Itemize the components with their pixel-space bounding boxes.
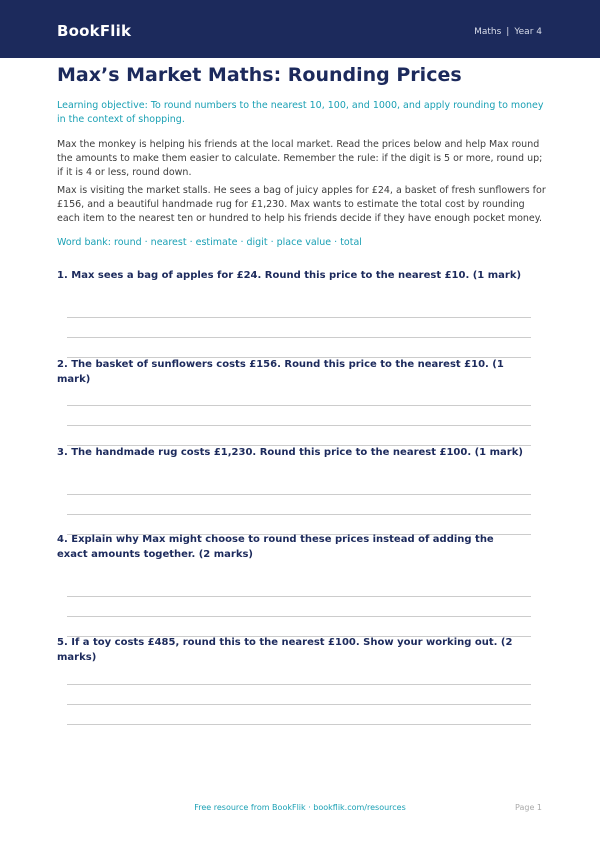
answer-line[interactable] — [67, 684, 531, 685]
subject-label: Maths — [474, 27, 502, 37]
page-title: Max’s Market Maths: Rounding Prices — [57, 64, 462, 86]
scenario-paragraph: Max is visiting the market stalls. He sees a bag of juicy apples for £24, a basket of fresh sunflowers for £156, and a beautiful handmade rug for £1,230. Max wants to estimate the total cost by rounding each item to the nearest ten or hundred to help his friends decide if they have enough pocket money. — [57, 185, 546, 224]
answer-line[interactable] — [67, 724, 531, 725]
answer-line[interactable] — [67, 704, 531, 705]
brand-logo[interactable]: BookFlik — [57, 22, 132, 40]
answer-line[interactable] — [67, 596, 531, 597]
answer-line[interactable] — [67, 317, 531, 318]
answer-line[interactable] — [67, 514, 531, 515]
answer-line[interactable] — [67, 405, 531, 406]
breadcrumb-separator: | — [506, 27, 510, 37]
question-3: 3. The handmade rug costs £1,230. Round this price to the nearest £100. (1 mark) — [57, 447, 523, 458]
word-bank: Word bank: round · nearest · estimate · digit · place value · total — [57, 237, 362, 248]
answer-line[interactable] — [67, 494, 531, 495]
question-2: 2. The basket of sunflowers costs £156. Round this price to the nearest £10. (1 mark) — [57, 359, 504, 385]
footer-link[interactable]: Free resource from BookFlik · bookflik.com/resources — [194, 803, 406, 812]
year-label: Year 4 — [514, 27, 542, 37]
learning-objective: Learning objective: To round numbers to the nearest 10, 100, and 1000, and apply rounding to money in the context of shopping. — [57, 100, 544, 125]
breadcrumb — [474, 27, 542, 37]
page-number: Page 1 — [515, 803, 542, 812]
question-5: 5. If a toy costs £485, round this to the nearest £100. Show your working out. (2 marks) — [57, 637, 513, 663]
answer-line[interactable] — [67, 425, 531, 426]
intro-paragraph: Max the monkey is helping his friends at the local market. Read the prices below and help Max round the amounts to make them easier to calculate. Remember the rule: if the digit is 5 or more, round up; if it is 4 or less, round down. — [57, 139, 543, 178]
answer-line[interactable] — [67, 616, 531, 617]
question-1: 1. Max sees a bag of apples for £24. Round this price to the nearest £10. (1 mark) — [57, 270, 522, 281]
question-4: 4. Explain why Max might choose to round these prices instead of adding the exact amounts together. (2 marks) — [57, 534, 494, 560]
answer-line[interactable] — [67, 337, 531, 338]
header-bar — [0, 0, 600, 58]
